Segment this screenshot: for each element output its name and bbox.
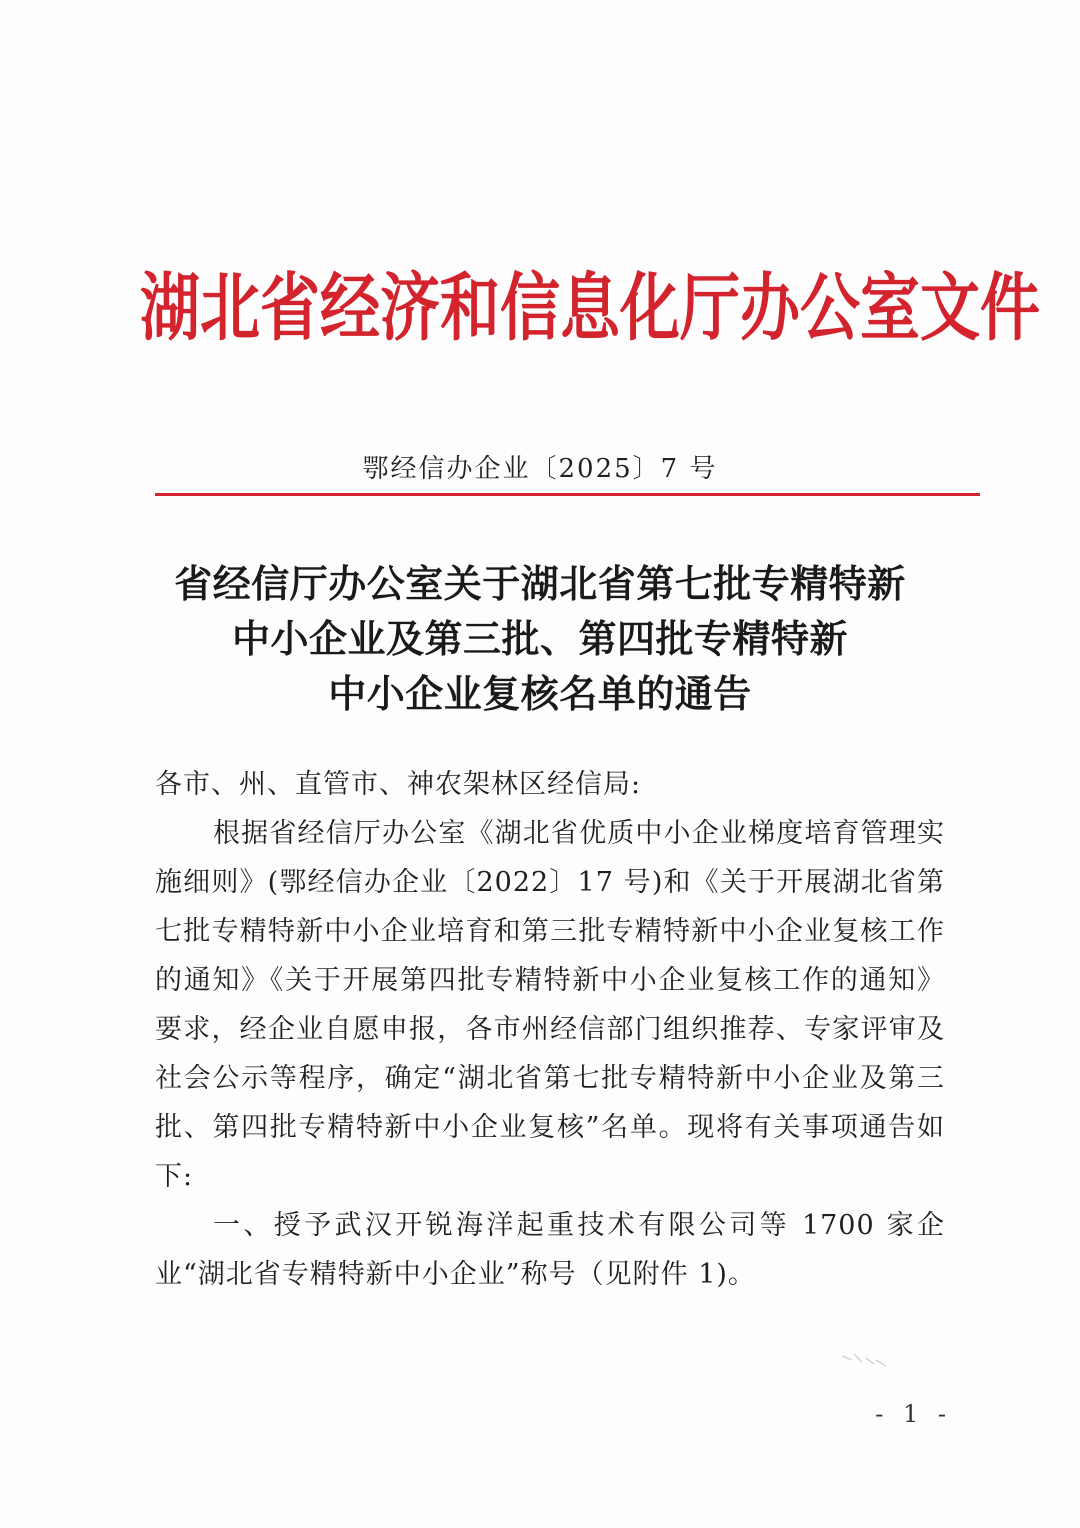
scan-smudge-mark (840, 1350, 890, 1370)
title-line-2: 中小企业及第三批、第四批专精特新 (231, 616, 848, 661)
red-divider-line (155, 493, 980, 496)
page-number: - 1 - (875, 1400, 952, 1428)
document-title (100, 556, 980, 721)
document-masthead: 湖北省经济和信息化厅办公室文件 (140, 265, 1040, 352)
body-paragraph-2: 一、授予武汉开锐海洋起重技术有限公司等 1700 家企业“湖北省专精特新中小企业”称号（见附件 1)。 (155, 1210, 945, 1290)
body-paragraph-1: 根据省经信厅办公室《湖北省优质中小企业梯度培育管理实施细则》(鄂经信办企业〔2022〕17 号)和《关于开展湖北省第七批专精特新中小企业培育和第三批专精特新中小企业复核工作的通知》《关于开展第四批专精特新中小企业复核工作的通知》要求，经企业自愿申报，各市州经信部门组织推荐、专家评审及社会公示等程序，确定“湖北省第七批专精特新中小企业及第三批、第四批专精特新中小企业复核”名单。现将有关事项通告如下: (155, 818, 945, 1192)
title-line-3: 中小企业复核名单的通告 (328, 671, 752, 716)
title-line-1: 省经信厅办公室关于湖北省第七批专精特新 (174, 561, 906, 606)
document-number: 鄂经信办企业〔2025〕7 号 (362, 454, 718, 484)
salutation: 各市、州、直管市、神农架林区经信局: (155, 769, 642, 800)
document-body (155, 760, 945, 1299)
